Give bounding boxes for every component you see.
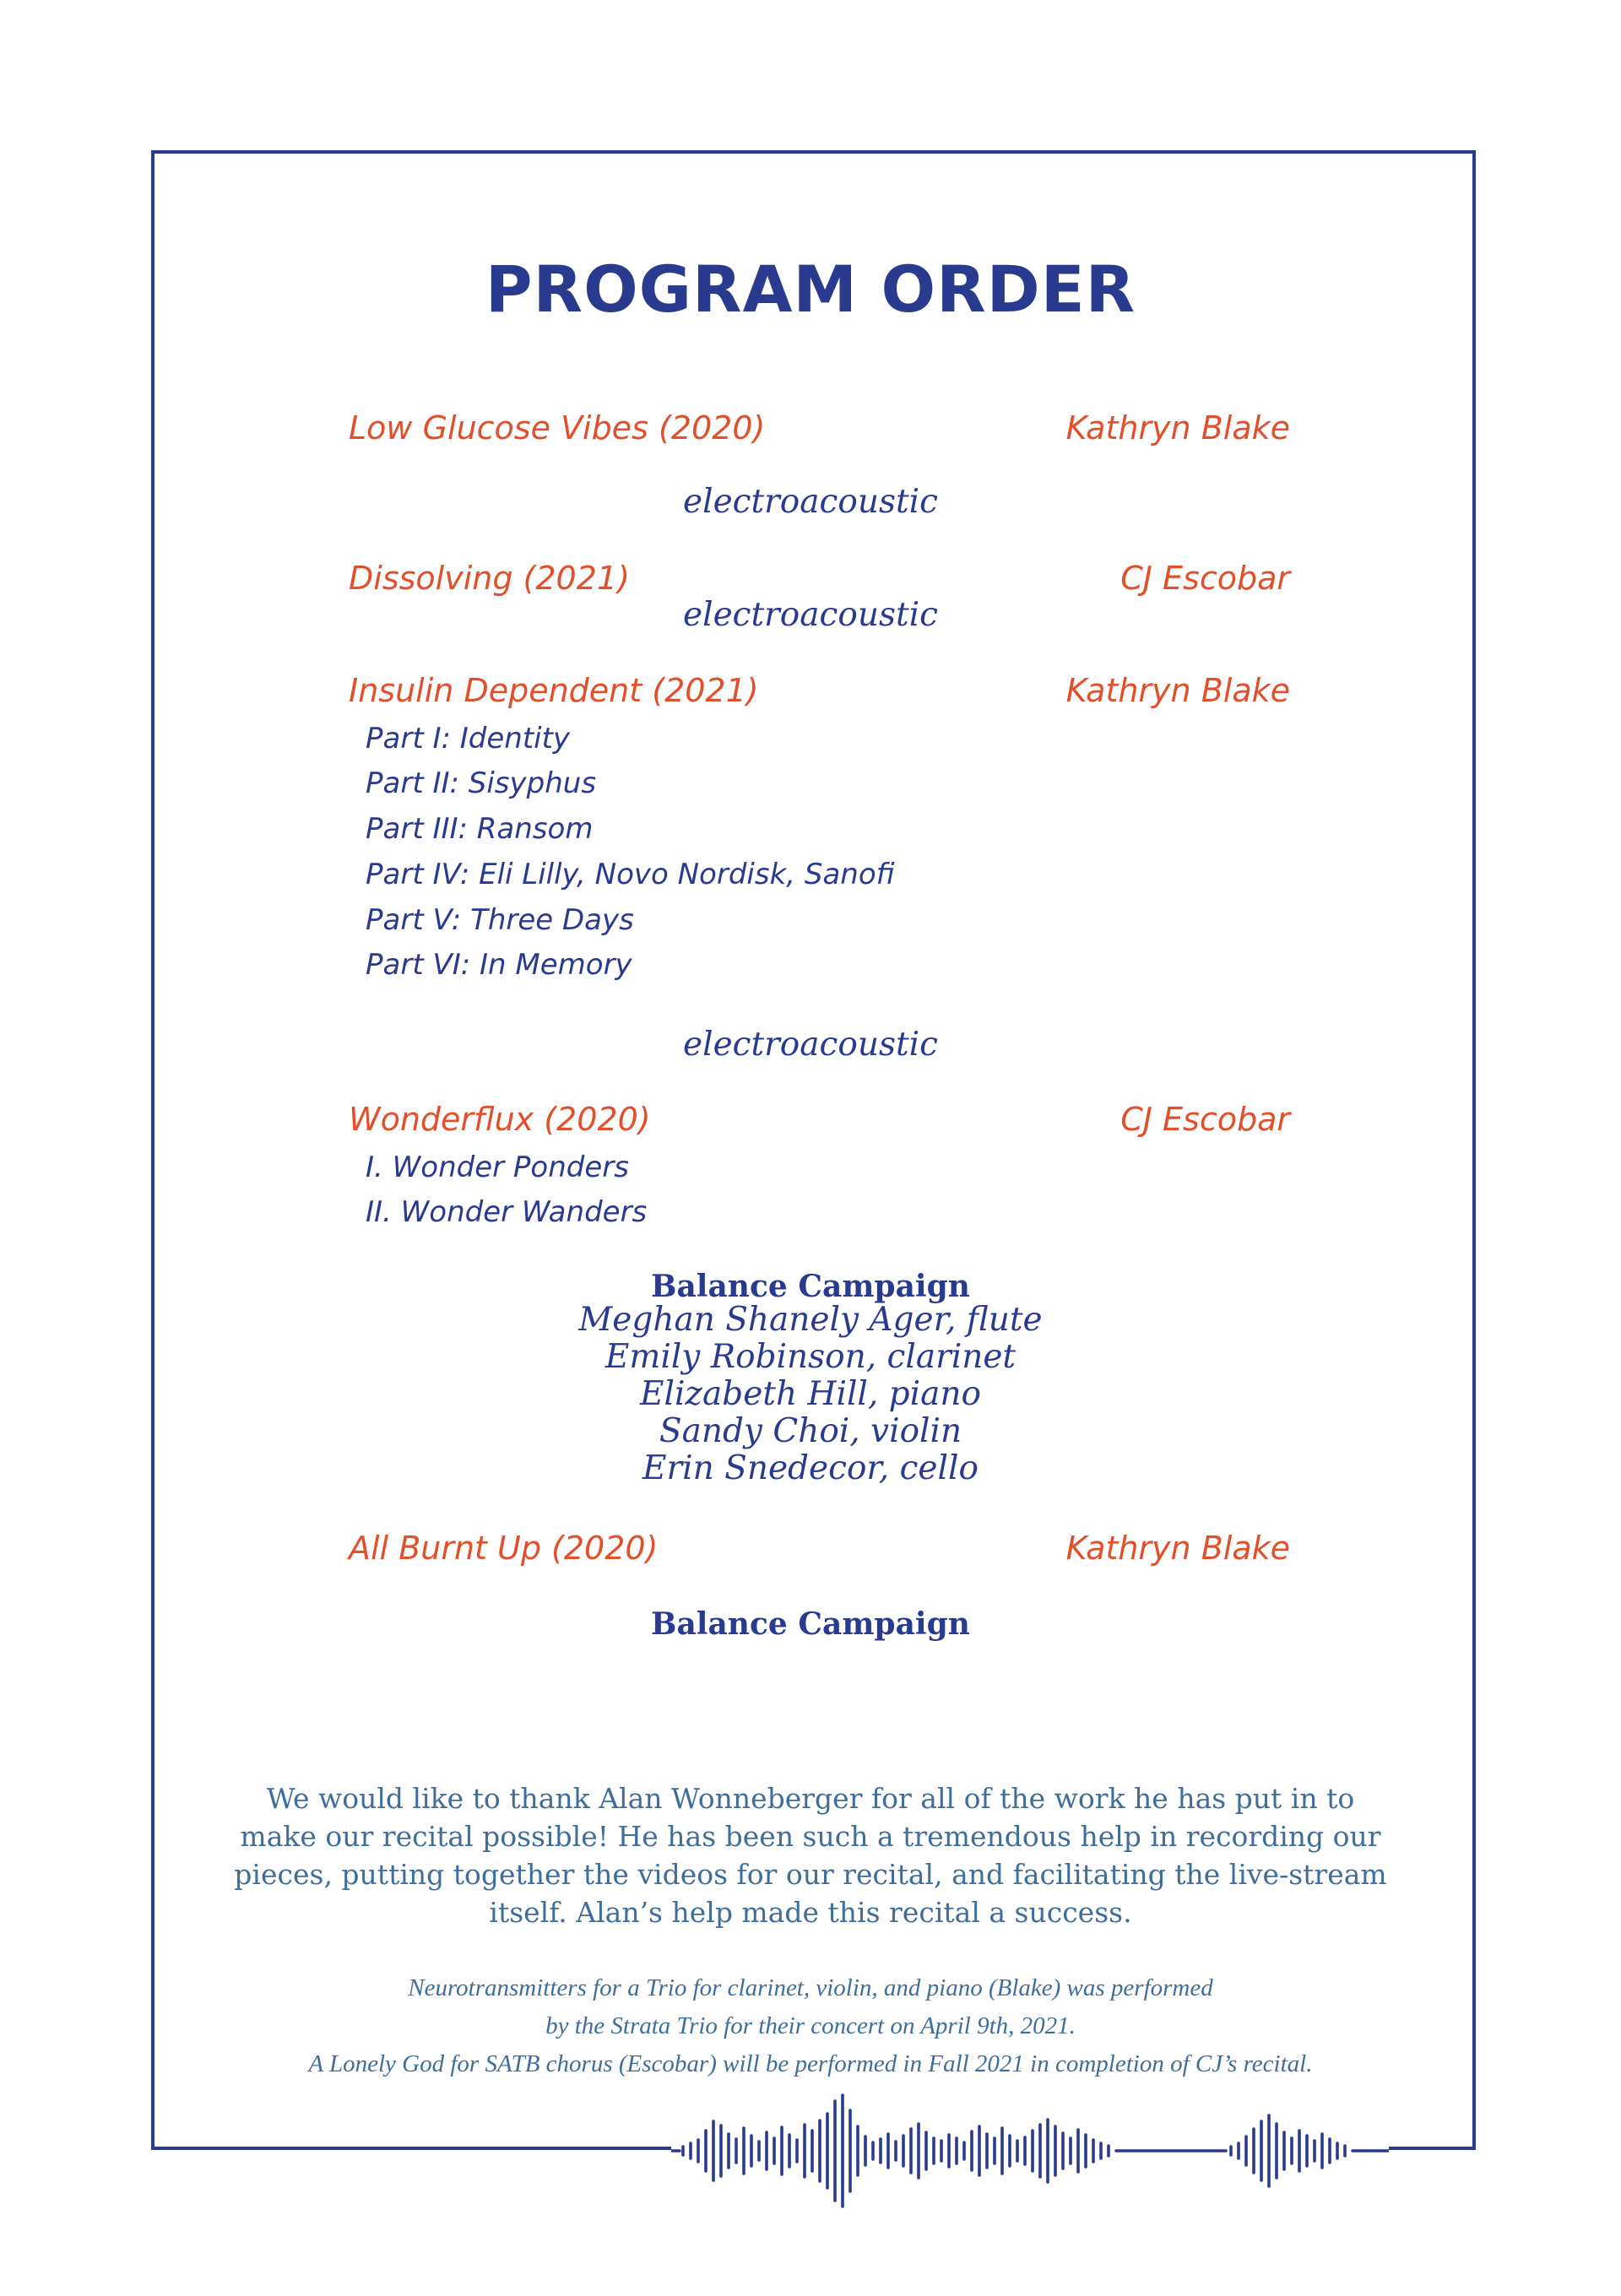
movement-title: I. Wonder Ponders: [366, 1151, 629, 1184]
performer-list: [0, 1302, 1621, 1487]
piece-title: Dissolving (2021): [349, 560, 630, 597]
sound-waveform-icon: [671, 2092, 1389, 2210]
program-item: [349, 1530, 1290, 1567]
acknowledgement-text: We would like to thank Alan Wonneberger for all of the work he has put in to make our recital possible! He has been such a tremendous help in recording our pieces, putting together the videos for our recital, and facilitating the live-stream itself. Alan’s help made this recital a success.: [234, 1782, 1387, 1929]
movement-title: II. Wonder Wanders: [366, 1195, 648, 1229]
movement-title: Part II: Sisyphus: [366, 766, 597, 800]
instrumentation: electroacoustic: [683, 483, 938, 521]
instrumentation: electroacoustic: [683, 596, 938, 634]
piece-title: Insulin Dependent (2021): [349, 672, 759, 709]
note-line: A Lonely God for SATB chorus (Escobar) will be performed in Fall 2021 in completion of CJ’s recital.: [308, 2050, 1313, 2077]
composer-name: Kathryn Blake: [1065, 1530, 1290, 1567]
ensemble-name: Balance Campaign: [651, 1606, 970, 1642]
movement-title: Part IV: Eli Lilly, Novo Nordisk, Sanofi: [366, 858, 895, 891]
performer: Emily Robinson, clarinet: [604, 1338, 1017, 1376]
ensemble-name: Balance Campaign: [651, 1269, 970, 1304]
note-line: by the Strata Trio for their concert on April 9th, 2021.: [545, 2012, 1076, 2039]
composer-name: Kathryn Blake: [1065, 672, 1290, 709]
piece-title: Low Glucose Vibes (2020): [349, 409, 766, 447]
page-title: PROGRAM ORDER: [485, 252, 1136, 327]
program-item: [349, 674, 1290, 707]
movement-title: Part I: Identity: [366, 722, 571, 755]
piece-title: All Burnt Up (2020): [349, 1530, 659, 1567]
movement-title: Part VI: In Memory: [366, 948, 632, 982]
performer: Meghan Shanely Ager, flute: [578, 1301, 1043, 1339]
instrumentation: electroacoustic: [683, 1026, 938, 1064]
movement-title: Part III: Ransom: [366, 812, 594, 846]
note-line: Neurotransmitters for a Trio for clarinet, violin, and piano (Blake) was performed: [408, 1974, 1213, 2001]
performer: Sandy Choi, violin: [659, 1412, 962, 1450]
composer-name: CJ Escobar: [1120, 1101, 1290, 1138]
program-item: [349, 560, 1290, 597]
movement-title: Part V: Three Days: [366, 903, 634, 937]
performer: Elizabeth Hill, piano: [640, 1375, 981, 1413]
program-item: [349, 409, 1290, 447]
composer-name: CJ Escobar: [1120, 560, 1290, 597]
composer-name: Kathryn Blake: [1065, 409, 1290, 447]
performer: Erin Snedecor, cello: [642, 1449, 979, 1487]
piece-title: Wonderflux (2020): [349, 1101, 651, 1138]
program-item: [349, 1101, 1290, 1138]
performance-notes: [228, 1969, 1393, 2083]
